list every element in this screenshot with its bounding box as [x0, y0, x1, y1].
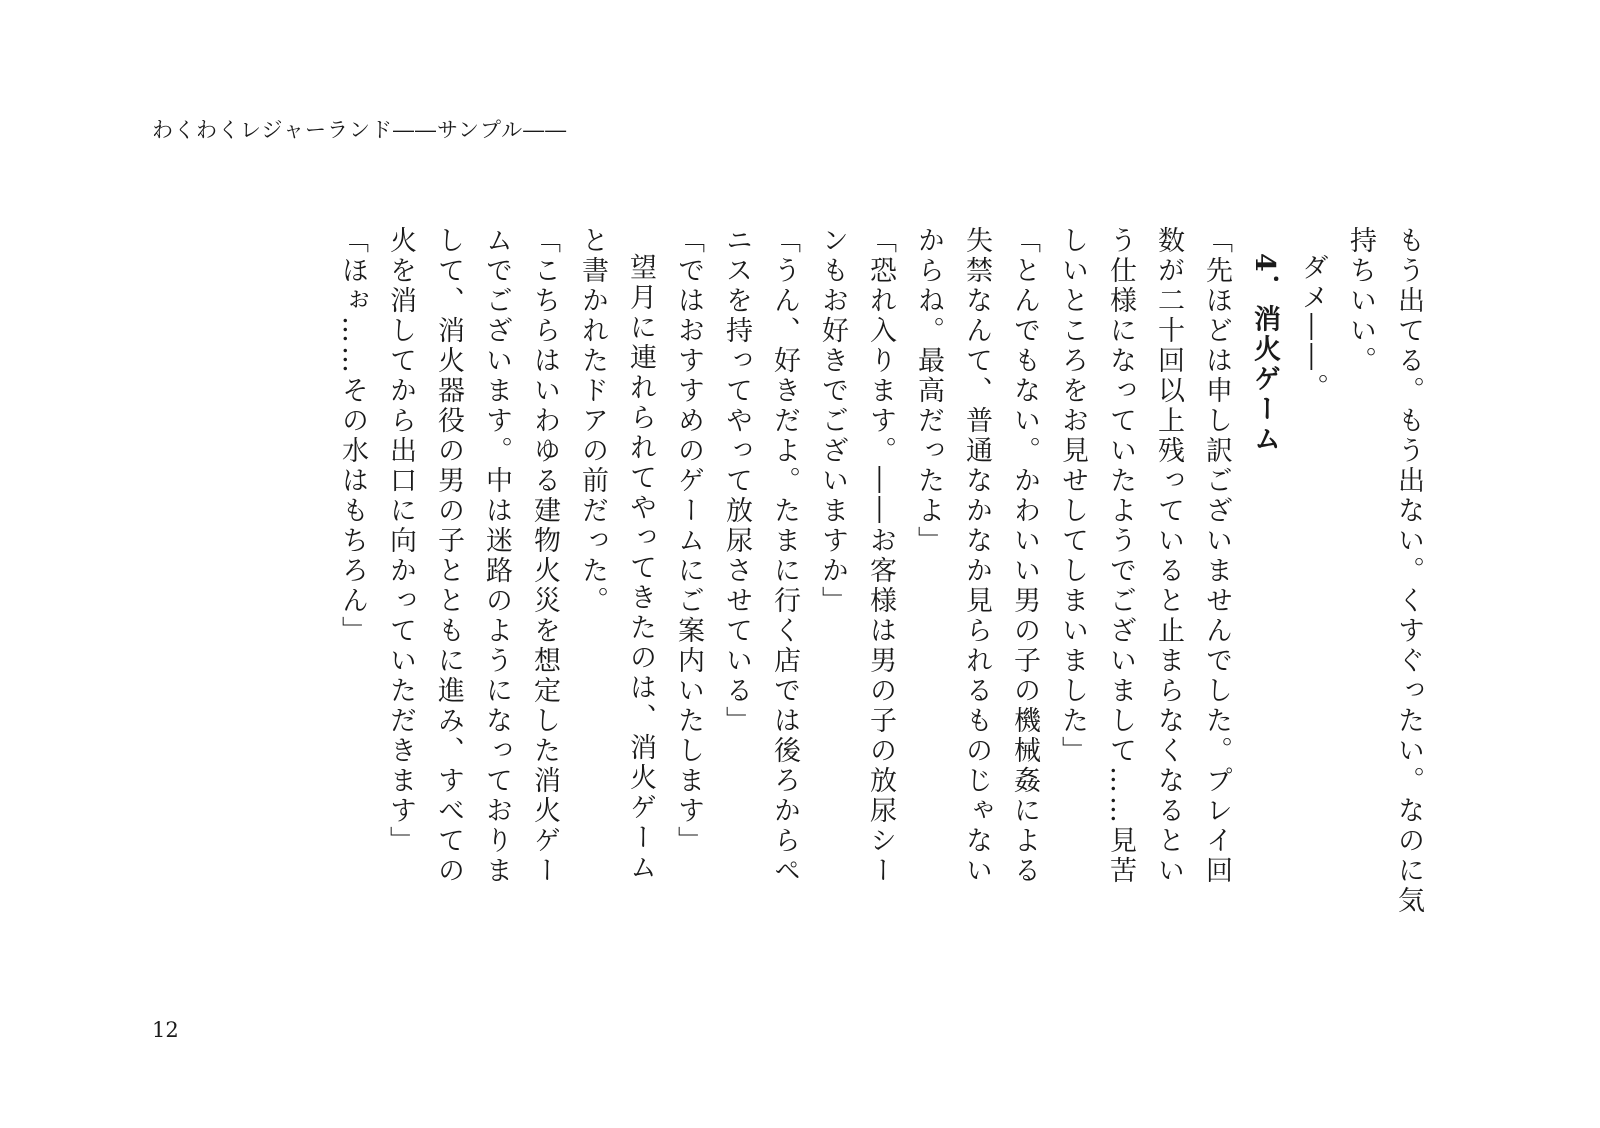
text-line: 「こちらはいわゆる建物火災を想定した消火ゲー — [529, 226, 560, 886]
text-line: からね。最高だったよ」 — [913, 226, 944, 556]
text-line: 火を消してから出口に向かっていただきます」 — [385, 226, 416, 856]
text-line: 「恐れ入ります。――お客様は男の子の放尿シー — [865, 226, 896, 886]
running-head-title: わくわくレジャーランド――サンプル―― — [152, 118, 568, 142]
text-line: と書かれたドアの前だった。 — [577, 226, 608, 616]
text-line: して、消火器役の男の子とともに進み、すべての — [433, 226, 464, 886]
text-line: 「うん、好きだよ。たまに行く店では後ろからペ — [769, 226, 800, 886]
text-line: 「とんでもない。かわいい男の子の機械姦による — [1009, 226, 1040, 886]
text-line: 「ほぉ……その水はもちろん」 — [337, 226, 368, 646]
text-line: 失禁なんて、普通なかなか見られるものじゃない — [961, 226, 992, 886]
page-number: 12 — [152, 1018, 179, 1042]
text-line: しいところをお見せしてしまいました」 — [1057, 226, 1088, 766]
text-line: 望月に連れられてやってきたのは、消火ゲーム — [625, 253, 656, 883]
text-line: もう出てる。もう出ない。くすぐったい。なのに気 — [1393, 226, 1424, 916]
text-line: 「ではおすすめのゲームにご案内いたします」 — [673, 226, 704, 856]
vertical-body-text — [192, 226, 1432, 926]
text-line: ニスを持ってやって放尿させている」 — [721, 226, 752, 736]
text-line: う仕様になっていたようでございまして……見苦 — [1105, 226, 1136, 886]
text-line: ダメ――。 — [1297, 253, 1328, 403]
text-line: ムでございます。中は迷路のようになっておりま — [481, 226, 512, 886]
section-heading: 4．消火ゲーム — [1249, 253, 1280, 455]
text-line: 数が二十回以上残っていると止まらなくなるとい — [1153, 226, 1184, 886]
text-line: 「先ほどは申し訳ございませんでした。プレイ回 — [1201, 226, 1232, 886]
text-line: 持ちいい。 — [1345, 226, 1376, 376]
text-line: ンもお好きでございますか」 — [817, 226, 848, 616]
